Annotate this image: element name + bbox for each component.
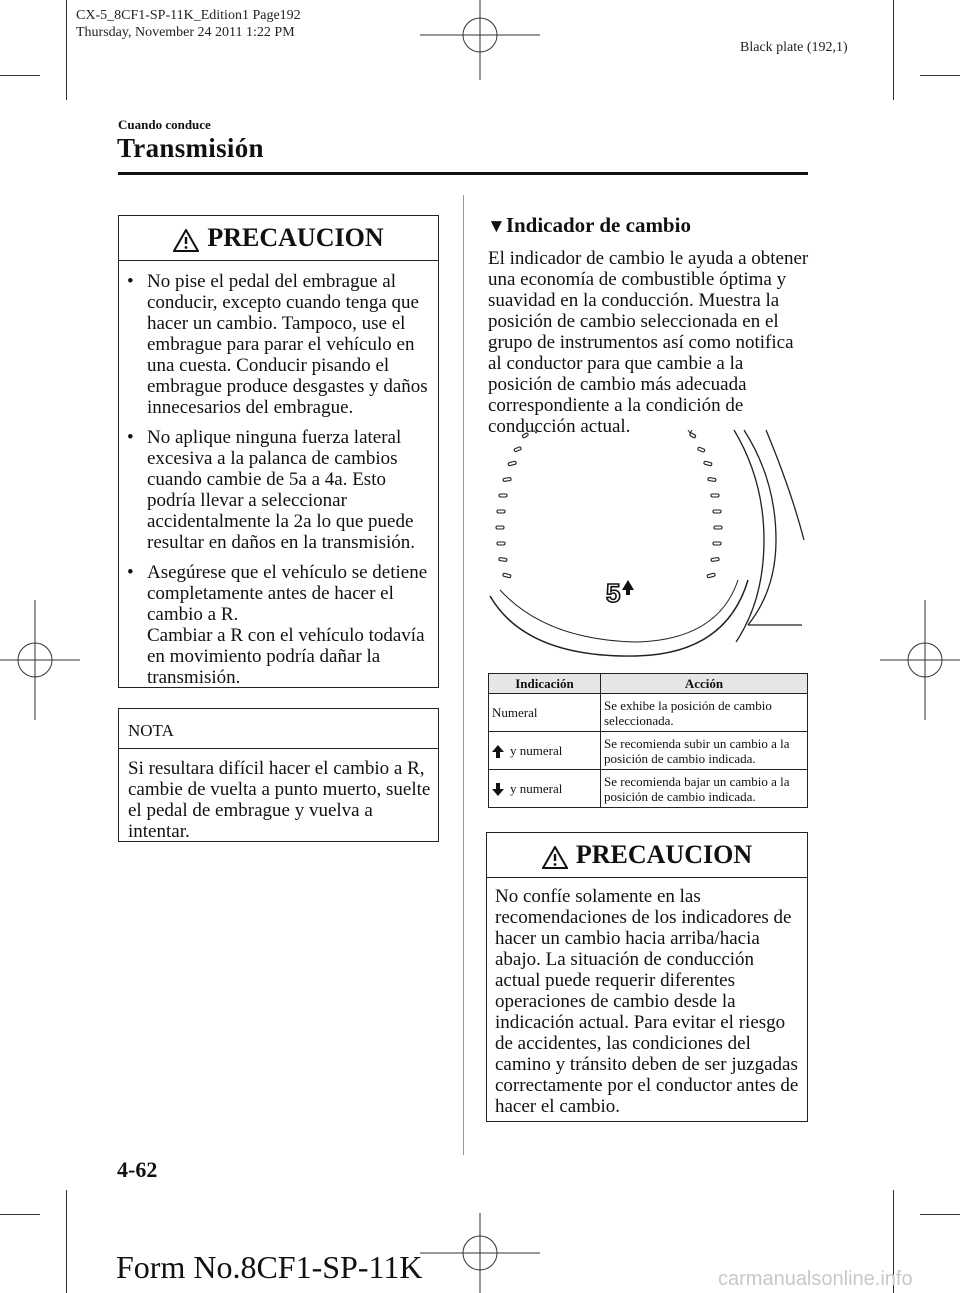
caution-item: • No aplique ninguna fuerza lateral excesiva a la palanca de cambios cuando cambie de 5a a 4a. Esto podría llevar a seleccionar accidentalmente la 2a lo que puede resultar en daños en la transmisión. [127,427,416,553]
table-cell-indication: y numeral [489,732,601,770]
shift-up-arrow-icon [492,745,504,758]
triangle-down-icon: ▼ [487,216,506,237]
table-row [489,694,808,732]
caution-item: • No pise el pedal del embrague al conducir, excepto cuando tenga que hacer un cambio. Tampoco, use el embrague para parar el vehículo en una cuesta. Conducir pisando el embrague produce desgastes y daños innecesarios del embrague. [127,271,428,418]
shift-up-arrow-icon [622,580,634,590]
right-caution-box [486,832,808,1122]
page-number: 4-62 [117,1157,158,1182]
caution-header [487,833,807,878]
caution-item-continuation: Cambiar a R con el vehículo todavía en movimiento podría dañar la transmisión. [147,625,425,688]
indicator-heading: ▼Indicador de cambio [487,213,691,237]
shift-indicator-table [488,673,808,808]
table-cell-indication: Numeral [489,694,601,732]
watermark: carmanualsonline.info [718,1268,913,1290]
crop-mark [920,1214,960,1215]
caution-item: • Asegúrese que el vehículo se detiene completamente antes de hacer el cambio a R. [127,562,428,625]
warning-triangle-icon [173,229,199,252]
print-file-line: CX-5_8CF1-SP-11K_Edition1 Page192 [76,8,301,23]
table-cell-indication: y numeral [489,770,601,808]
table-header-row [489,674,808,694]
table-row [489,732,808,770]
bullet-icon: • [127,427,134,448]
bullet-icon: • [127,271,134,292]
caution-header [119,216,438,261]
crop-mark [0,75,40,76]
print-plate: Black plate (192,1) [740,40,848,55]
crop-mark [0,1214,40,1215]
nota-heading: NOTA [119,709,438,749]
caution-text: No confíe solamente en las recomendaciones de los indicadores de hacer un cambio hacia arriba/hacia abajo. La situación de conducción actual puede requerir diferentes operaciones de cambio desde la indicación actual. Para evitar el riesgo de accidentes, las condiciones del camino y tránsito deben de ser juzgadas correctamente por el conductor antes de hacer el cambio. [495,886,799,1117]
bullet-icon: • [127,562,134,583]
shift-down-arrow-icon [492,783,504,796]
caution-heading: PRECAUCION [207,223,384,252]
shift-indicator-gauge-illustration [486,420,810,660]
table-cell-action: Se exhibe la posición de cambio seleccionada. [601,694,808,732]
crop-mark [920,75,960,76]
warning-triangle-icon [542,846,568,869]
table-cell-action: Se recomienda bajar un cambio a la posición de cambio indicada. [601,770,808,808]
page-title: Transmisión [117,133,264,163]
title-rule [118,172,808,175]
crop-mark [893,0,894,100]
caution-list [119,261,438,688]
caution-heading: PRECAUCION [575,840,753,869]
nota-box [118,708,439,842]
gauge-gear-digit: 5 [606,578,621,608]
table-header-indication: Indicación [489,674,601,694]
left-caution-box [118,215,439,688]
indicator-paragraph: El indicador de cambio le ayuda a obtener una economía de combustible óptima y suavidad en la conducción. Muestra la posición de cambio seleccionada en el grupo de instrumentos así como notifica al conductor para que cambie a la posición de cambio más adecuada correspondiente a la condición de conducción actual. [488,248,809,437]
registration-target-right [880,600,960,720]
form-number: Form No.8CF1-SP-11K [116,1249,423,1285]
crop-mark [66,0,67,100]
registration-target-bottom [420,1213,540,1293]
center-divider [463,195,464,1155]
table-header-action: Acción [601,674,808,694]
registration-target-left [0,600,80,720]
print-date-line: Thursday, November 24 2011 1:22 PM [76,25,295,40]
crop-mark [66,1190,67,1293]
table-cell-action: Se recomienda subir un cambio a la posición de cambio indicada. [601,732,808,770]
table-row [489,770,808,808]
section-label: Cuando conduce [118,117,211,132]
nota-text: Si resultara difícil hacer el cambio a R, cambie de vuelta a punto muerto, suelte el pedal de embrague y vuelva a intentar. [128,758,431,842]
registration-target-top [420,0,540,80]
